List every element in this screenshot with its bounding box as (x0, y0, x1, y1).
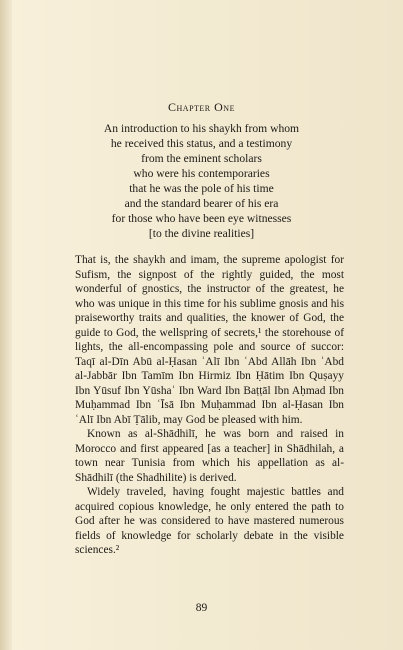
chapter-label: Chapter One (168, 100, 235, 114)
epigraph-line: who were his contemporaries (133, 167, 270, 180)
epigraph-line: for those who have been eye witnesses (111, 212, 292, 225)
epigraph-line: [to the divine realities] (148, 227, 255, 240)
epigraph-line: he received this status, and a testimony (110, 137, 293, 150)
page-number: 89 (195, 602, 208, 614)
epigraph-line: that he was the pole of his time (129, 182, 274, 195)
epigraph-line: An introduction to his shaykh from whom (103, 122, 300, 135)
paragraph: Known as al-Shādhilī, he was born and raised in Morocco and first appeared [as a teacher] in Shādhilah, a town near Tunisia from which his appellation as al-Shādhilī (the Shadhilite) is derived. (75, 428, 344, 484)
page-gutter-shadow (0, 0, 12, 650)
chapter-epigraph (0, 121, 403, 241)
epigraph-line: and the standard bearer of his era (124, 197, 279, 210)
body-text (75, 253, 344, 558)
paragraph: That is, the shaykh and imam, the supreme apologist for Sufism, the signpost of the rightly guided, the most wonderful of gnostics, the instructor of the greatest, he who was unique in this time for his sublime gnosis and his praiseworthy traits and qualities, the knower of God, the guide to God, the wellspring of secrets,¹ the storehouse of lights, the all-encompassing pole and source of succor: Taqī al-Dīn Abū al-Ḥasan ʿAlī Ibn ʿAbd Allāh Ibn ʿAbd al-Jabbār Ibn Tamīm Ibn Hirmiz Ibn Ḥātim Ibn Quṣayy Ibn Yūsuf Ibn Yūshaʿ Ibn Ward Ibn Baṭṭāl Ibn Aḥmad Ibn Muḥammad Ibn ʿĪsā Ibn Muḥammad Ibn al-Ḥasan Ibn ʿAlī Ibn Abī Ṭālib, may God be pleased with him. (75, 254, 344, 426)
epigraph-line: from the eminent scholars (141, 152, 262, 165)
paragraph: Widely traveled, having fought majestic battles and acquired copious knowledge, he only entered the path to God after he was considered to have mastered numerous fields of knowledge for scholarly debate in the visible sciences.² (75, 486, 344, 556)
